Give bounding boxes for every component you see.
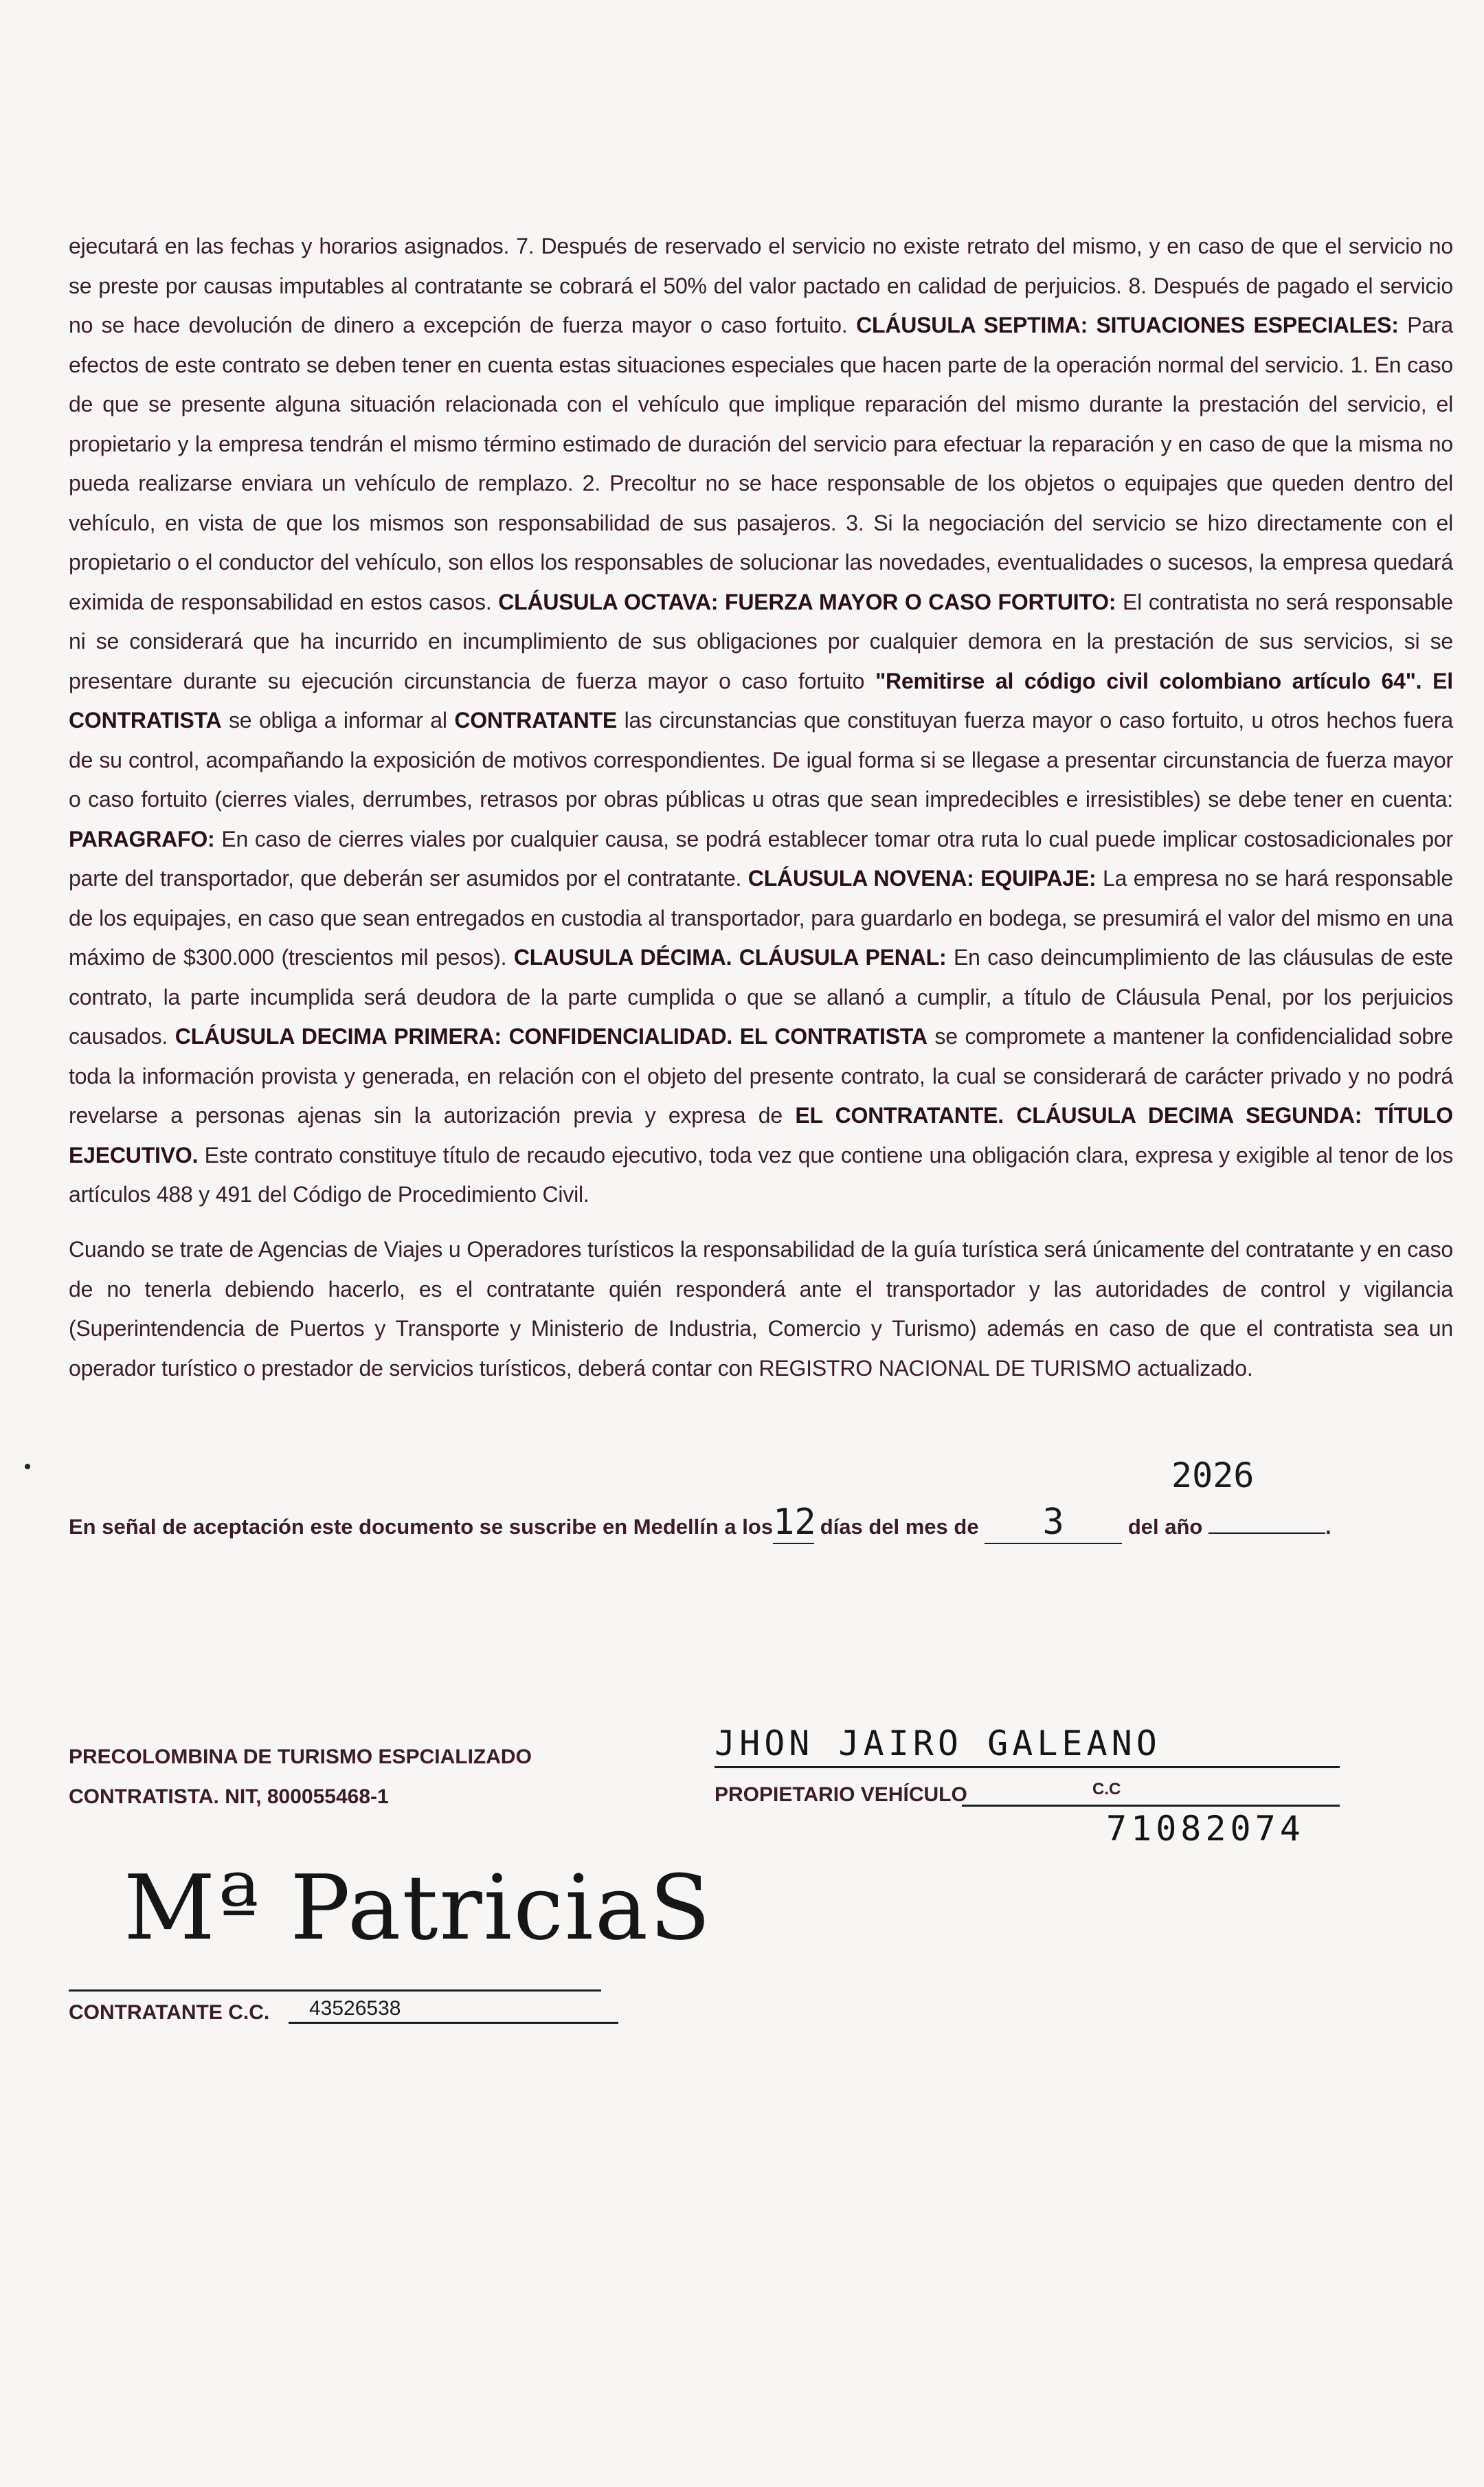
contratante-signature-line xyxy=(69,1989,601,1992)
clause-heading-novena: CLÁUSULA NOVENA: EQUIPAJE: xyxy=(747,866,1097,891)
clause-text: Este contrato constituye título de recaudo ejecutivo, toda vez que contiene una obligación clara, expresa y exigible al tenor de los artículos 488 y 491 del Código de Procedimiento Civil. xyxy=(69,1142,1453,1207)
contract-clauses-paragraph xyxy=(69,227,1453,1215)
owner-name-line xyxy=(715,1766,1340,1768)
clause-text: se obliga a informar al xyxy=(228,708,447,733)
contratante-signature: Mª PatriciaS xyxy=(124,1855,712,1960)
acceptance-suffix: del año xyxy=(1127,1515,1203,1539)
clause-text: En caso deincumplimiento de las cláusulas de este contrato, la parte incumplida será deudora de la parte cumplida o que se allanó a cumplir, a título de Cláusula Penal, por los perjuicios causados. xyxy=(69,945,1453,1049)
contratante-cc-line xyxy=(289,2022,618,2024)
owner-cc-number: 71082074 xyxy=(1106,1809,1305,1849)
clause-heading-decima-segunda: CLÁUSULA DECIMA SEGUNDA: TÍTULO EJECUTIVO. xyxy=(69,1103,1453,1168)
clause-text: se compromete a mantener la confidencialidad sobre toda la información provista y generada, en relación con el objeto del presente contrato, la cual se considerará de carácter privado y no podrá revelarse a personas ajenas sin la autorización previa y expresa de xyxy=(69,1024,1453,1128)
agencies-tail: actualizado. xyxy=(1137,1355,1253,1381)
clause-text: las circunstancias que constituyan fuerza mayor o caso fortuito, u otros hechos fuera de su control, acompañando la exposición de motivos correspondientes. De igual forma si se llegase a presentar circunstancia de fuerza mayor o caso fortuito (cierres viales, derrumbes, retrasos por obras públicas u otras que sean impredecibles e irresistibles) se debe tener en cuenta: xyxy=(69,708,1453,812)
owner-label: PROPIETARIO VEHÍCULO xyxy=(715,1783,967,1806)
clause-text: La empresa no se hará responsable de los equipajes, en caso que sean entregados en custodia al transportador, para guardarlo en bodega, se presumirá el valor del mismo en una máximo de $300.000 (trescientos mil pesos). xyxy=(69,866,1453,970)
acceptance-line xyxy=(69,1502,1331,1544)
civil-code-reference: "Remitirse al código civil colombiano artículo 64". xyxy=(875,668,1422,693)
clause-heading-decima-primera: CLÁUSULA DECIMA PRIMERA: CONFIDENCIALIDAD. EL CONTRATISTA xyxy=(175,1024,928,1049)
contratista-company: PRECOLOMBINA DE TURISMO ESPCIALIZADO xyxy=(69,1746,532,1768)
registro-nacional: REGISTRO NACIONAL DE TURISMO xyxy=(758,1355,1132,1381)
owner-cc-label: C.C xyxy=(1092,1780,1121,1798)
year-blank-line[interactable] xyxy=(1208,1532,1325,1534)
handwritten-year: 2026 xyxy=(1171,1456,1255,1495)
month-field[interactable]: 3 xyxy=(985,1502,1122,1544)
keyword-contratista: El CONTRATISTA xyxy=(69,668,1453,733)
contratista-nit: CONTRATISTA. NIT, 800055468-1 xyxy=(69,1785,389,1808)
acceptance-end: . xyxy=(1325,1515,1331,1539)
owner-handwritten-name: JHON JAIRO GALEANO xyxy=(715,1724,1161,1763)
clause-text: ejecutará en las fechas y horarios asignados. 7. Después de reservado el servicio no existe retrato del mismo, y en caso de que el servicio no se preste por causas imputables al contratante se cobrará el 50% del valor pactado en calidad de perjuicios. 8. Después de pagado el servicio no se hace devolución de dinero a excepción de fuerza mayor o caso fortuito. xyxy=(69,234,1453,337)
clause-heading-decima: CLAUSULA DÉCIMA. CLÁUSULA PENAL: xyxy=(513,945,947,970)
agencies-paragraph xyxy=(69,1230,1453,1388)
contratante-cc-number: 43526538 xyxy=(309,1997,401,2020)
owner-cc-line xyxy=(962,1805,1340,1807)
contratante-label: CONTRATANTE C.C. xyxy=(69,2001,270,2024)
clause-text: Para efectos de este contrato se deben tener en cuenta estas situaciones especiales que hacen parte de la operación normal del servicio. 1. En caso de que se presente alguna situación relacionada con el vehículo que implique reparación del mismo durante la prestación del servicio, el propietario y la empresa tendrán el mismo término estimado de duración del servicio para efectuar la reparación y en caso de que la misma no pueda realizarse enviara un vehículo de remplazo. 2. Precoltur no se hace responsable de los objetos o equipajes que queden dentro del vehículo, en vista de que los mismos son responsabilidad de sus pasajeros. 3. Si la negociación del servicio se hizo directamente con el propietario o el conductor del vehículo, son ellos los responsables de solucionar las novedades, eventualidades o sucesos, la empresa quedará eximida de responsabilidad en estos casos. xyxy=(69,313,1453,614)
acceptance-mid: días del mes de xyxy=(820,1515,979,1539)
clause-heading-octava: CLÁUSULA OCTAVA: FUERZA MAYOR O CASO FORTUITO: xyxy=(498,589,1116,614)
day-field[interactable]: 12 xyxy=(773,1502,816,1543)
ink-dot xyxy=(25,1464,30,1469)
clause-text: En caso de cierres viales por cualquier causa, se podrá establecer tomar otra ruta lo cual puede implicar costosadicionales por parte del transportador, que deberán ser asumidos por el contratante. xyxy=(69,826,1453,891)
clause-heading-septima: CLÁUSULA SEPTIMA: SITUACIONES ESPECIALES: xyxy=(856,313,1399,337)
clause-text: El contratista no será responsable ni se considerará que ha incurrido en incumplimiento de sus obligaciones por cualquier demora en la prestación de sus servicios, si se presentare durante su ejecución circunstancia de fuerza mayor o caso fortuito xyxy=(69,589,1453,693)
clause-heading-paragrafo: PARAGRAFO: xyxy=(69,826,215,851)
acceptance-prefix: En señal de aceptación este documento se suscribe en Medellín a los xyxy=(69,1515,774,1539)
keyword-el-contratante: EL CONTRATANTE. xyxy=(795,1103,1004,1128)
keyword-contratante: CONTRATANTE xyxy=(454,708,617,733)
agencies-text: Cuando se trate de Agencias de Viajes u Operadores turísticos la responsabilidad de la guía turística será únicamente del contratante y en caso de no tenerla debiendo hacerlo, es el contratante quién responderá ante el transportador y las autoridades de control y vigilancia (Superintendencia de Puertos y Transporte y Ministerio de Industria, Comercio y Turismo) además en caso de que el contratista sea un operador turístico o prestador de servicios turísticos, deberá contar con xyxy=(69,1237,1453,1381)
